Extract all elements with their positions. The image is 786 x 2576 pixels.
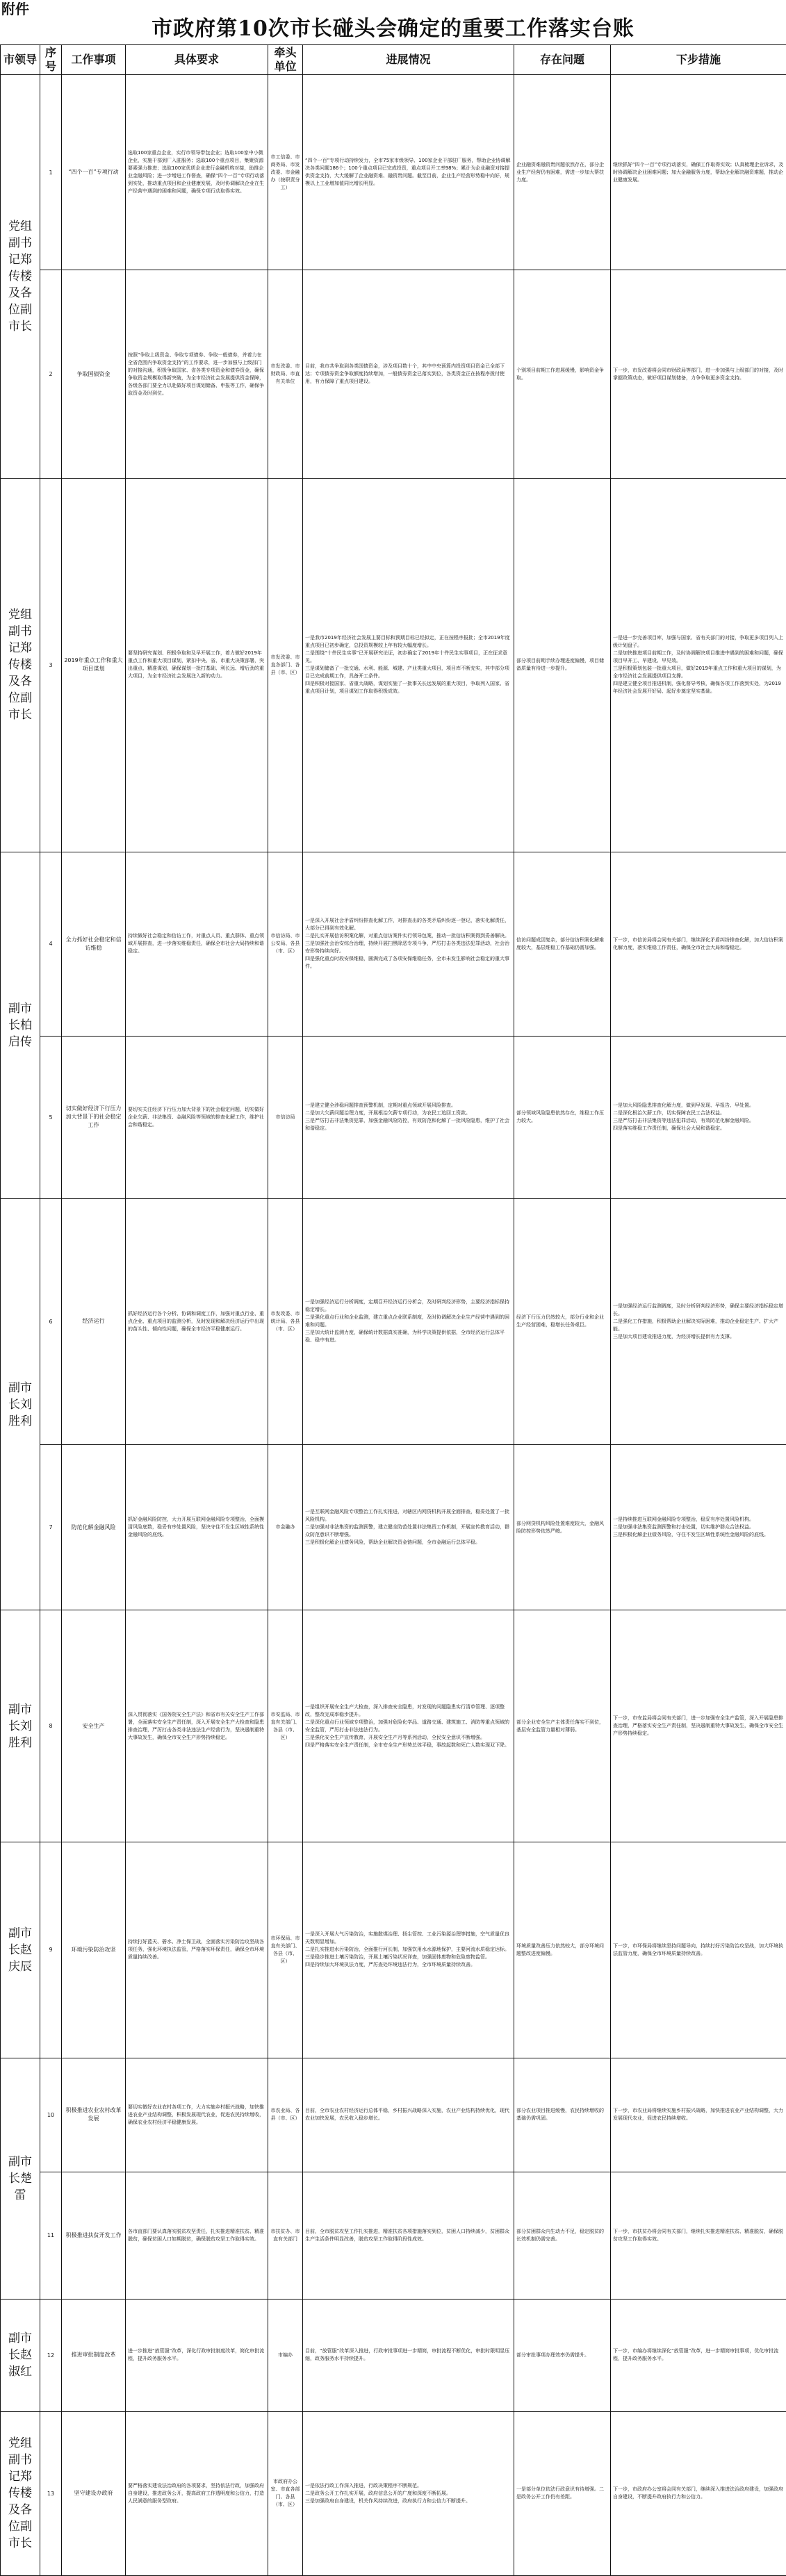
issues-cell: 部分农业项目推进缓慢，农民持续增收的基础仍需巩固。 — [514, 2058, 611, 2172]
item-cell: 全力抓好社会稳定和信访维稳 — [62, 852, 126, 1036]
requirement-cell: 抓好金融风险防控，大力开展互联网金融风险专项整治，全面摸清风险底数，稳妥有序处置风险，坚决守住不发生区域性系统性金融风险的底线。 — [126, 1444, 268, 1610]
progress-cell: 一是建立健全涉稳问题排查预警机制，定期对重点领域开展风险排查。 二是加大欠薪问题治理力度，开展根治欠薪专项行动，为农民工追回工资款。 三是严厉打击非法集资犯罪，加强金融风险防控，有效防范和化解了一批风险隐患，维护了社会和谐稳定。 — [303, 1036, 514, 1198]
next-steps-cell: 下一步，市编办将继续深化“放管服”改革，进一步精简审批事项，优化审批流程，提升政务服务水平。 — [611, 2299, 786, 2411]
lead-unit-cell: 市发改委、市统计局、各县（市、区） — [268, 1198, 303, 1444]
table-row — [1, 1842, 786, 2058]
issues-cell: 部分项目前期手续办理进度偏慢，项目储备质量有待进一步提升。 — [514, 479, 611, 852]
requirement-cell: 选取100家重点企业，实行市领导带包企业；选取100家中小微企业，实施干部到厂入驻服务；选取100个重点项目，集聚资源要素强力推进；选取100家优质企业进行金融机构对接，助推企业金融风险；进一步增进工作督查，确保“四个一百”专项行动落到实处，推动重点项目和企业健康发展，及时协调解决企业在生产经营中遇到的困难和问题，确保专项行动取得实效。 — [126, 75, 268, 270]
progress-cell: 一是依法行政工作深入推进，行政决策程序不断规范。 二是政务公开工作扎实开展，政府信息公开的广度和深度不断拓展。 三是加强政府自身建设，机关作风持续改进，政府执行力和公信力不断提升。 — [303, 2411, 514, 2575]
item-cell: 积极推进扶贫开发工作 — [62, 2172, 126, 2299]
progress-cell: 目前，“放管服”改革深入推进，行政审批事项进一步精简，审批流程不断优化，审批时限明显压缩，政务服务水平持续提升。 — [303, 2299, 514, 2411]
progress-cell: 一是我市2019年经济社会发展主要目标和预期目标已经拟定，正在按程序报批；全市2019年度重点项目已初步确定，总投资规模较上年有较大幅度增长。 二是围绕“十件民生实事”已开展研究论证，初步确定了2019年十件民生实事项目，正在征求意见。 三是谋划储备了一批交通、水利、能源、城建、产业类重大项目，项目库不断充实，其中部分项目已完成前期工作，具备开工条件。 四是积极对接国家、省重大战略，谋划实施了一批事关长远发展的重大项目，争取列入国家、省重点项目计划，项目谋划工作取得积极成效。 — [303, 479, 514, 852]
header-leader: 市领导 — [1, 45, 40, 75]
next-steps-cell: 下一步，市信访局将会同有关部门，继续深化矛盾纠纷排查化解，加大信访积案化解力度，落实维稳工作责任，确保全市社会大局和谐稳定。 — [611, 852, 786, 1036]
header-next-steps: 下步措施 — [611, 45, 786, 75]
leader-cell: 党组副书记郑传楼及各位副市长 — [1, 75, 40, 479]
issues-cell: 企业融资难融资贵问题依然存在，部分企业生产经营仍有困难，需进一步加大帮扶力度。 — [514, 75, 611, 270]
lead-unit-cell: 市政府办公室、市直各部门、各县（市、区） — [268, 2411, 303, 2575]
table-row — [1, 2299, 786, 2411]
progress-cell: 一是加强经济运行分析调度，定期召开经济运行分析会，及时研判经济形势，主要经济指标保持稳定增长。 二是强化重点行业和企业监测，建立重点企业联系制度，及时协调解决企业生产经营中遇到的困难和问题。 三是加大统计监测力度，确保统计数据真实准确，为科学决策提供依据，全市经济运行总体平稳、稳中有进。 — [303, 1198, 514, 1444]
issues-cell: 部分领域风险隐患依然存在，维稳工作压力较大。 — [514, 1036, 611, 1198]
lead-unit-cell: 市环保局、市直有关部门、各县（市、区） — [268, 1842, 303, 2058]
leader-cell: 副市长楚雷 — [1, 2058, 40, 2299]
item-cell: 坚守建设办政府 — [62, 2411, 126, 2575]
next-steps-cell: 下一步，市安监局将会同有关部门，进一步加强安全生产监管，深入开展隐患排查治理，严格落实安全生产责任制，坚决遏制重特大事故发生，确保全市安全生产形势持续稳定。 — [611, 1610, 786, 1842]
seq-cell: 10 — [40, 2058, 62, 2172]
leader-cell: 党组副书记郑传楼及各位副市长 — [1, 479, 40, 852]
item-cell: “四个一百”专项行动 — [62, 75, 126, 270]
lead-unit-cell: 市信访局 — [268, 1036, 303, 1198]
seq-cell: 12 — [40, 2299, 62, 2411]
item-cell: 2019年重点工作和重大项目谋划 — [62, 479, 126, 852]
requirement-cell: 按照“争取上级资金、争取专项债券、争取一般债券，并着力在全省范围内争取资金支持”的工作要求，进一步加强与上级部门的对接沟通，积极争取国家、省各类专项资金和债券资金，确保争取资金规模取得新突破，为全市经济社会发展提供资金保障，各级各部门要全力以赴做好项目谋划储备、申报等工作，确保争取资金及时到位。 — [126, 270, 268, 479]
requirement-cell: 抓好经济运行各个分析、协调和调度工作，加强对重点行业、重点企业、重点项目的监测分析，及时发现和解决经济运行中出现的苗头性、倾向性问题，确保全市经济平稳健康运行。 — [126, 1198, 268, 1444]
header-progress: 进展情况 — [303, 45, 514, 75]
seq-cell: 5 — [40, 1036, 62, 1198]
next-steps-cell: 继续抓好“四个一百”专项行动落实，确保工作取得实效；认真梳理企业诉求，及时协调解决企业困难问题；加大金融服务力度，帮助企业解决融资难题，推动企业健康发展。 — [611, 75, 786, 270]
table-row — [1, 1198, 786, 1444]
table-row — [1, 2172, 786, 2299]
seq-cell: 6 — [40, 1198, 62, 1444]
item-cell: 环境污染防治攻坚 — [62, 1842, 126, 2058]
issues-cell: 部分审批事项办理效率仍需提升。 — [514, 2299, 611, 2411]
progress-cell: 一是组织开展安全生产大检查，深入排查安全隐患，对发现的问题隐患实行清单管理、逐项整改，整改完成率稳步提升。 二是深化重点行业领域专项整治，加强对危险化学品、道路交通、建筑施工、消防等重点领域的安全监管，严厉打击非法违法行为。 三是强化安全生产宣传教育，开展安全生产月等系列活动，全民安全意识不断增强。 四是严格落实安全生产责任制，全市安全生产形势总体平稳，事故起数和死亡人数实现双下降。 — [303, 1610, 514, 1842]
table-row — [1, 1036, 786, 1198]
next-steps-cell: 下一步，市政府办公室将会同有关部门，继续深入推进法治政府建设，加强政府自身建设，不断提升政府执行力和公信力。 — [611, 2411, 786, 2575]
table-header-row — [1, 45, 786, 75]
lead-unit-cell: 市信访局、市公安局、各县（市、区） — [268, 852, 303, 1036]
seq-cell: 8 — [40, 1610, 62, 1842]
header-item: 工作事项 — [62, 45, 126, 75]
issues-cell: 经济下行压力仍然较大，部分行业和企业生产经营困难，稳增长任务艰巨。 — [514, 1198, 611, 1444]
requirement-cell: 深入贯彻落实《国务院安全生产法》和省市有关安全生产工作部署，全面落实安全生产责任制，深入开展安全生产大检查和隐患排查治理，严厉打击各类非法违法生产经营行为，坚决遏制重特大事故发生，确保全市安全生产形势持续稳定。 — [126, 1610, 268, 1842]
progress-cell: 目前，全市脱贫攻坚工作扎实推进，精准扶贫各项措施落实到位，贫困人口持续减少，贫困群众生产生活条件明显改善，脱贫攻坚工作取得阶段性成效。 — [303, 2172, 514, 2299]
table-row — [1, 2411, 786, 2575]
issues-cell: 部分贫困群众内生动力不足，稳定脱贫的长效机制仍需完善。 — [514, 2172, 611, 2299]
next-steps-cell: 下一步，市农业局将继续实施乡村振兴战略，加快推进农业产业结构调整，大力发展现代农业，促进农民持续增收。 — [611, 2058, 786, 2172]
issues-cell: 一是部分单位依法行政意识有待增强。二是政务公开工作仍有差距。 — [514, 2411, 611, 2575]
leader-cell: 副市长赵庆辰 — [1, 1842, 40, 2058]
attachment-label: 附件 — [1, 1, 29, 17]
progress-cell: 一是深入开展社会矛盾纠纷排查化解工作，对排查出的各类矛盾纠纷逐一登记，落实化解责任，大部分已得到有效化解。 二是扎实开展信访积案化解，对重点信访案件实行领导包案，推动一批信访积案得到妥善解决。 三是加强社会治安综合治理，持续开展扫黑除恶专项斗争，严厉打击各类违法犯罪活动，社会治安形势持续向好。 四是强化重点时段安保维稳，圆满完成了各项安保维稳任务，全市未发生影响社会稳定的重大事件。 — [303, 852, 514, 1036]
requirement-cell: 要切实关注经济下行压力加大背景下的社会稳定问题，切实做好企业欠薪、非法集资、金融风险等领域的排查化解工作，维护社会和谐稳定。 — [126, 1036, 268, 1198]
seq-cell: 4 — [40, 852, 62, 1036]
item-cell: 积极推进农业农村改革发展 — [62, 2058, 126, 2172]
header-lead-unit: 牵头单位 — [268, 45, 303, 75]
ledger-table — [0, 44, 786, 2576]
next-steps-cell: 下一步，市环保局将继续坚持问题导向，持续打好污染防治攻坚战，加大环境执法监管力度，确保全市环境质量持续改善。 — [611, 1842, 786, 2058]
next-steps-cell: 下一步，市发改委将会同市财政局等部门，进一步加强与上级部门的对接，及时掌握政策动态，做好项目谋划储备，力争争取更多资金支持。 — [611, 270, 786, 479]
lead-unit-cell: 市编办 — [268, 2299, 303, 2411]
document-title: 市政府第10次市长碰头会确定的重要工作落实台账 — [152, 17, 634, 41]
seq-cell: 2 — [40, 270, 62, 479]
item-cell: 安全生产 — [62, 1610, 126, 1842]
seq-cell: 7 — [40, 1444, 62, 1610]
seq-cell: 13 — [40, 2411, 62, 2575]
table-row — [1, 1610, 786, 1842]
leader-cell: 副市长柏启传 — [1, 852, 40, 1198]
requirement-cell: 进一步推进“放管服”改革，深化行政审批制度改革，简化审批流程，提升政务服务水平。 — [126, 2299, 268, 2411]
issues-cell: 部分网贷机构风险处置难度较大，金融风险防控形势依然严峻。 — [514, 1444, 611, 1610]
seq-cell: 9 — [40, 1842, 62, 2058]
item-cell: 经济运行 — [62, 1198, 126, 1444]
lead-unit-cell: 市发改委、市财政局、市直有关单位 — [268, 270, 303, 479]
next-steps-cell: 一是加强经济运行监测调度，及时分析研判经济形势，确保主要经济指标稳定增长。 二是强化工作措施，积极帮助企业解决实际困难，推动企业稳定生产、扩大产能。 三是加大项目建设推进力度，为经济增长提供有力支撑。 — [611, 1198, 786, 1444]
lead-unit-cell: 市发改委、市直各部门、各县（市、区） — [268, 479, 303, 852]
issues-cell: 个别项目前期工作进展缓慢，影响资金争取。 — [514, 270, 611, 479]
table-row — [1, 852, 786, 1036]
item-cell: 推进审批制度改革 — [62, 2299, 126, 2411]
next-steps-cell: 一是加大风险隐患排查化解力度，做到早发现、早报告、早处置。 二是深化根治欠薪工作，切实保障农民工合法权益。 三是严厉打击非法集资等违法犯罪活动，有效防范化解金融风险。 四是落实维稳工作责任制，确保社会大局和谐稳定。 — [611, 1036, 786, 1198]
lead-unit-cell: 市金融办 — [268, 1444, 303, 1610]
lead-unit-cell: 市扶贫办、市直有关部门 — [268, 2172, 303, 2299]
leader-cell: 副市长刘胜利 — [1, 1198, 40, 1610]
requirement-cell: 要严格落实建设法治政府的各项要求，坚持依法行政，加强政府自身建设，推进政务公开，提高政府工作透明度和公信力，打造人民满意的服务型政府。 — [126, 2411, 268, 2575]
item-cell: 切实做好经济下行压力加大背景下的社会稳定工作 — [62, 1036, 126, 1198]
requirement-cell: 持续做好社会稳定和信访工作，对重点人员、重点群体、重点领域开展排查，进一步落实维稳责任，确保全市社会大局持续和谐稳定。 — [126, 852, 268, 1036]
issues-cell: 部分企业安全生产主体责任落实不到位，基层安全监管力量相对薄弱。 — [514, 1610, 611, 1842]
table-row — [1, 2058, 786, 2172]
header-issues: 存在问题 — [514, 45, 611, 75]
progress-cell: 目前，全市农业农村经济运行总体平稳，乡村振兴战略深入实施，农业产业结构持续优化，现代农业加快发展，农民收入稳步增长。 — [303, 2058, 514, 2172]
next-steps-cell: 一是持续推进互联网金融风险专项整治，稳妥有序处置风险机构。 二是加强非法集资监测预警和打击处置，切实维护群众合法权益。 三是积极化解企业债务风险，守住不发生区域性系统性金融风险的底线。 — [611, 1444, 786, 1610]
next-steps-cell: 一是进一步完善项目库，加强与国家、省有关部门的对接，争取更多项目列入上级计划盘子。 二是加快推进项目前期工作，及时协调解决项目推进中遇到的困难和问题，确保项目早开工、早建设、早见效。 三是积极策划包装一批重大项目，做好2019年重点工作和重大项目的谋划，为全市经济社会发展提供项目支撑。 四是建立健全项目推进机制，强化督导考核，确保各项工作落到实处，为2019年经济社会发展开好局、起好步奠定坚实基础。 — [611, 479, 786, 852]
issues-cell: 信访问题成因复杂，部分信访积案化解难度较大，基层维稳工作基础仍需加强。 — [514, 852, 611, 1036]
leader-cell: 副市长刘胜利 — [1, 1610, 40, 1842]
leader-cell: 党组副书记郑传楼及各位副市长 — [1, 2411, 40, 2575]
seq-cell: 11 — [40, 2172, 62, 2299]
progress-cell: 一是互联网金融风险专项整治工作扎实推进，对辖区内网贷机构开展全面排查，稳妥处置了一批风险机构。 二是加强对非法集资的监测预警，建立健全防范处置非法集资工作机制，开展宣传教育活动，群众防范意识不断增强。 三是积极化解企业债务风险，帮助企业解决资金链问题，全市金融运行总体平稳。 — [303, 1444, 514, 1610]
item-cell: 防范化解金融风险 — [62, 1444, 126, 1610]
lead-unit-cell: 市农业局、各县（市、区） — [268, 2058, 303, 2172]
seq-cell: 1 — [40, 75, 62, 270]
table-row — [1, 75, 786, 270]
lead-unit-cell: 市安监局、市直有关部门、各县（市、区） — [268, 1610, 303, 1842]
header-requirement: 具体要求 — [126, 45, 268, 75]
requirement-cell: 要切实做好农业农村各项工作，大力实施乡村振兴战略，加快推进农业产业结构调整，积极发展现代农业，促进农民持续增收，确保农业农村经济平稳健康发展。 — [126, 2058, 268, 2172]
header-seq: 序号 — [40, 45, 62, 75]
seq-cell: 3 — [40, 479, 62, 852]
table-row — [1, 1444, 786, 1610]
requirement-cell: 要坚持研究谋划、积极争取和及早开展工作，着力做好2019年重点工作和重大项目谋划，紧扣中央、省、市重大决策部署，突出重点、精准谋划，确保谋划一批打基础、利长远、增后劲的重大项目，为全市经济社会发展注入新的动力。 — [126, 479, 268, 852]
next-steps-cell: 下一步，市扶贫办将会同有关部门，继续扎实推进精准扶贫、精准脱贫，确保脱贫攻坚工作取得实效。 — [611, 2172, 786, 2299]
leader-cell: 副市长赵淑红 — [1, 2299, 40, 2411]
table-row — [1, 479, 786, 852]
progress-cell: 一是深入开展大气污染防治，实施散煤治理、扬尘管控、工业污染源治理等措施，空气质量优良天数明显增加。 二是扎实推进水污染防治，全面推行河长制，加强饮用水水源地保护，主要河流水质稳定达标。 三是稳步推进土壤污染防治，开展土壤污染状况详查，加强固体废物和危险废物监管。 四是持续加大环境执法力度，严厉查处环境违法行为，全市环境质量持续改善。 — [303, 1842, 514, 2058]
requirement-cell: 各市直部门要认真落实脱贫攻坚责任，扎实推进精准扶贫、精准脱贫，确保贫困人口如期脱贫，确保脱贫攻坚工作取得实效。 — [126, 2172, 268, 2299]
issues-cell: 环境质量改善压力依然较大，部分环境问题整改进度偏慢。 — [514, 1842, 611, 2058]
lead-unit-cell: 市工信委、市商务局、市发改委、市金融办（按职责分工） — [268, 75, 303, 270]
progress-cell: “四个一百”专项行动持续发力，全市75家市级领导、100家企业干部驻厂服务，帮助企业协调解决各类问题186个；100个重点项目已完成投资，重点项目开工率98%；累计为企业融资对接提供资金支持，大大缓解了企业融资难、融资贵问题。截至目前，企业生产经营形势稳中向好，规模以上工业增加值同比增长明显。 — [303, 75, 514, 270]
item-cell: 争取国债资金 — [62, 270, 126, 479]
progress-cell: 目前，我市共争取到各类国债资金，涉及项目数十个，其中中央预算内投资项目资金已全部下达；专项债券资金争取额度持续增加，一般债券资金已落实到位，各类资金正在按程序拨付使用，有力保障了重点项目建设。 — [303, 270, 514, 479]
requirement-cell: 持续打好蓝天、碧水、净土保卫战，全面落实污染防治攻坚战各项任务，强化环境执法监管，严格落实环保责任，确保全市环境质量持续改善。 — [126, 1842, 268, 2058]
table-row — [1, 270, 786, 479]
